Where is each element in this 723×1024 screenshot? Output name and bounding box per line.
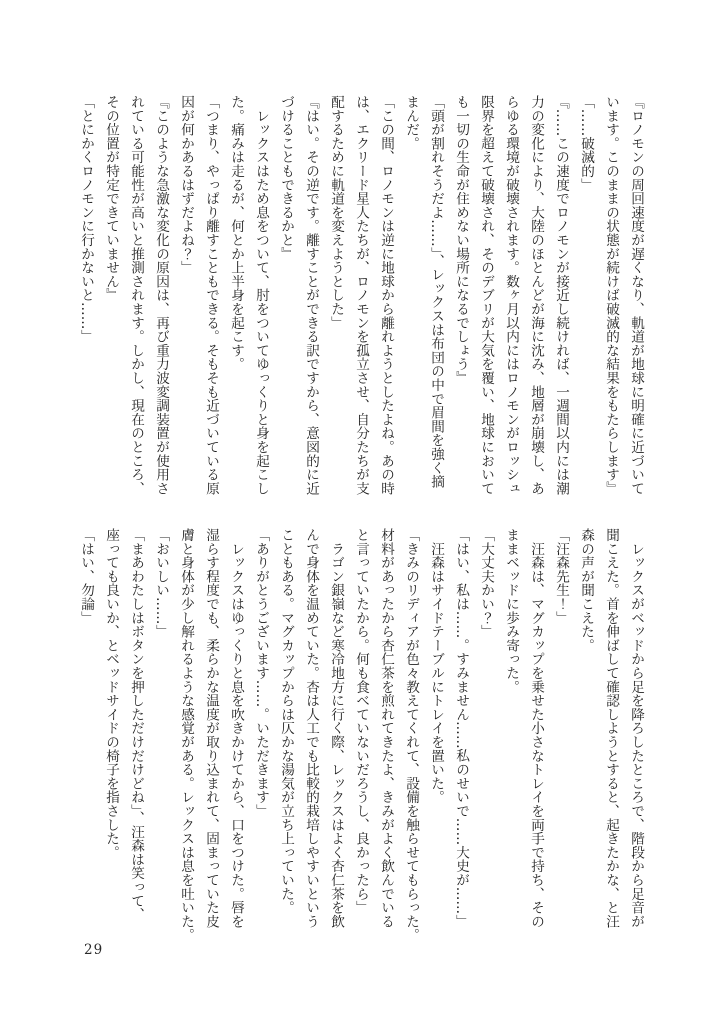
text-line: 湿らす程度でも、柔らかな温度が取り込まれて、固まっていた皮 — [203, 528, 219, 929]
text-line: 膚と身体が少し解れるような感覚がある。レックスは息を吐いた。 — [178, 528, 194, 942]
text-line: 限界を超えて破壊され、そのデブリが大気を覆い、地球において — [478, 95, 494, 496]
text-line: 森の声が聞こえた。 — [578, 528, 594, 653]
text-line: います。このままの状態が続けば破滅的な結果をもたらします』 — [603, 95, 619, 496]
text-line: レックスはため息をついて、肘をついてゆっくりと身を起こし — [253, 95, 269, 496]
text-line: 配するために軌道を変えようとした」 — [328, 95, 344, 330]
text-line: は、エクリード星人たちが、ロノモンを孤立させ、自分たちが支 — [353, 95, 369, 496]
text-line: 『……この速度でロノモンが接近し続ければ、一週間以内には潮 — [553, 95, 569, 496]
text-line: も一切の生命が住めない場所になるでしょう』 — [453, 95, 469, 385]
text-line: づけることもできるかと』 — [278, 95, 294, 261]
text-line: 聞こえた。首を伸ばして確認しようとすると、起きたかな、と汪 — [603, 528, 619, 929]
text-line: 「きみのリディアが色々教えてくれて、設備を触らせてもらった。 — [403, 528, 419, 942]
text-line: 『ロノモンの周回速度が遅くなり、軌道が地球に明確に近づいて — [628, 95, 644, 496]
text-line: 因が何かあるはずだよね？」 — [178, 95, 194, 275]
page-number: 29 — [84, 942, 104, 958]
text-line: レックスはゆっくりと息を吹きかけてから、口をつけた。唇を — [228, 528, 244, 929]
text-line: 「まあわたしはボタンを押しただけだけどね」、汪森は笑って、 — [128, 528, 144, 922]
text-line: 『はい。その逆です。離すことができる訳ですから、意図的に近 — [303, 95, 319, 496]
text-line: 「つまり、やっぱり離すこともできる。そもそも近づいている原 — [203, 95, 219, 496]
text-line: こともある。マグカップからは仄かな湯気が立ち上っていた。 — [278, 528, 294, 915]
bottom-text-block — [73, 528, 648, 940]
text-line: その位置が特定できていません』 — [103, 95, 119, 302]
text-line: 汪森はサイドテーブルにトレイを置いた。 — [428, 528, 444, 804]
text-line: 「はい、私は……。すみません……私のせいで……大史が……」 — [453, 528, 469, 929]
text-line: た。痛みは走るが、何とか上半身を起こす。 — [228, 95, 244, 371]
text-line: 「大丈夫かい？」 — [478, 528, 494, 639]
text-line: 材料があったから杏仁茶を煎れてきたよ、きみがよく飲んでいる — [378, 528, 394, 929]
text-line: 力の変化により、大陸のほとんどが海に沈み、地層が崩壊し、あ — [528, 95, 544, 496]
text-line: 「……破滅的」 — [578, 95, 594, 192]
text-line: んで身体を温めていた。杏は人工でも比較的栽培しやすいという — [303, 528, 319, 929]
text-line: れている可能性が高いと推測されます。しかし、現在のところ、 — [128, 95, 144, 496]
text-line: 「汪森先生！」 — [553, 528, 569, 625]
text-line: 「ありがとうございます……。いただきます」 — [253, 528, 269, 818]
text-line: 『このような急激な変化の原因は、再び重力波変調装置が使用さ — [153, 95, 169, 496]
text-line: 「はい、勿論」 — [78, 528, 94, 625]
text-line: 「おいしい……」 — [153, 528, 169, 639]
text-line: と言っていたから。何も食べていないだろうし、良かったら」 — [353, 528, 369, 915]
text-line: 汪森は、マグカップを乗せた小さなトレイを両手で持ち、その — [528, 528, 544, 929]
text-line: ままベッドに歩み寄った。 — [503, 528, 519, 694]
text-line: 座っても良いか、とベッドサイドの椅子を指さした。 — [103, 528, 119, 860]
text-line: らゆる環境が破壊されます。数ヶ月以内にはロノモンがロッシュ — [503, 95, 519, 496]
text-line: まんだ。 — [403, 95, 419, 151]
text-line: 「頭が割れそうだよ……」、レックスは布団の中で眉間を強く摘 — [428, 95, 444, 489]
text-line: ラゴン銀嶺など寒冷地方に行く際、レックスはよく杏仁茶を飲 — [328, 528, 344, 929]
text-line: レックスがベッドから足を降ろしたところで、階段から足音が — [628, 528, 644, 929]
top-text-block — [73, 95, 648, 495]
text-line: 「この間、ロノモンは逆に地球から離れようとしたよね。あの時 — [378, 95, 394, 496]
text-line: 「とにかくロノモンに行かないと……」 — [78, 95, 94, 344]
